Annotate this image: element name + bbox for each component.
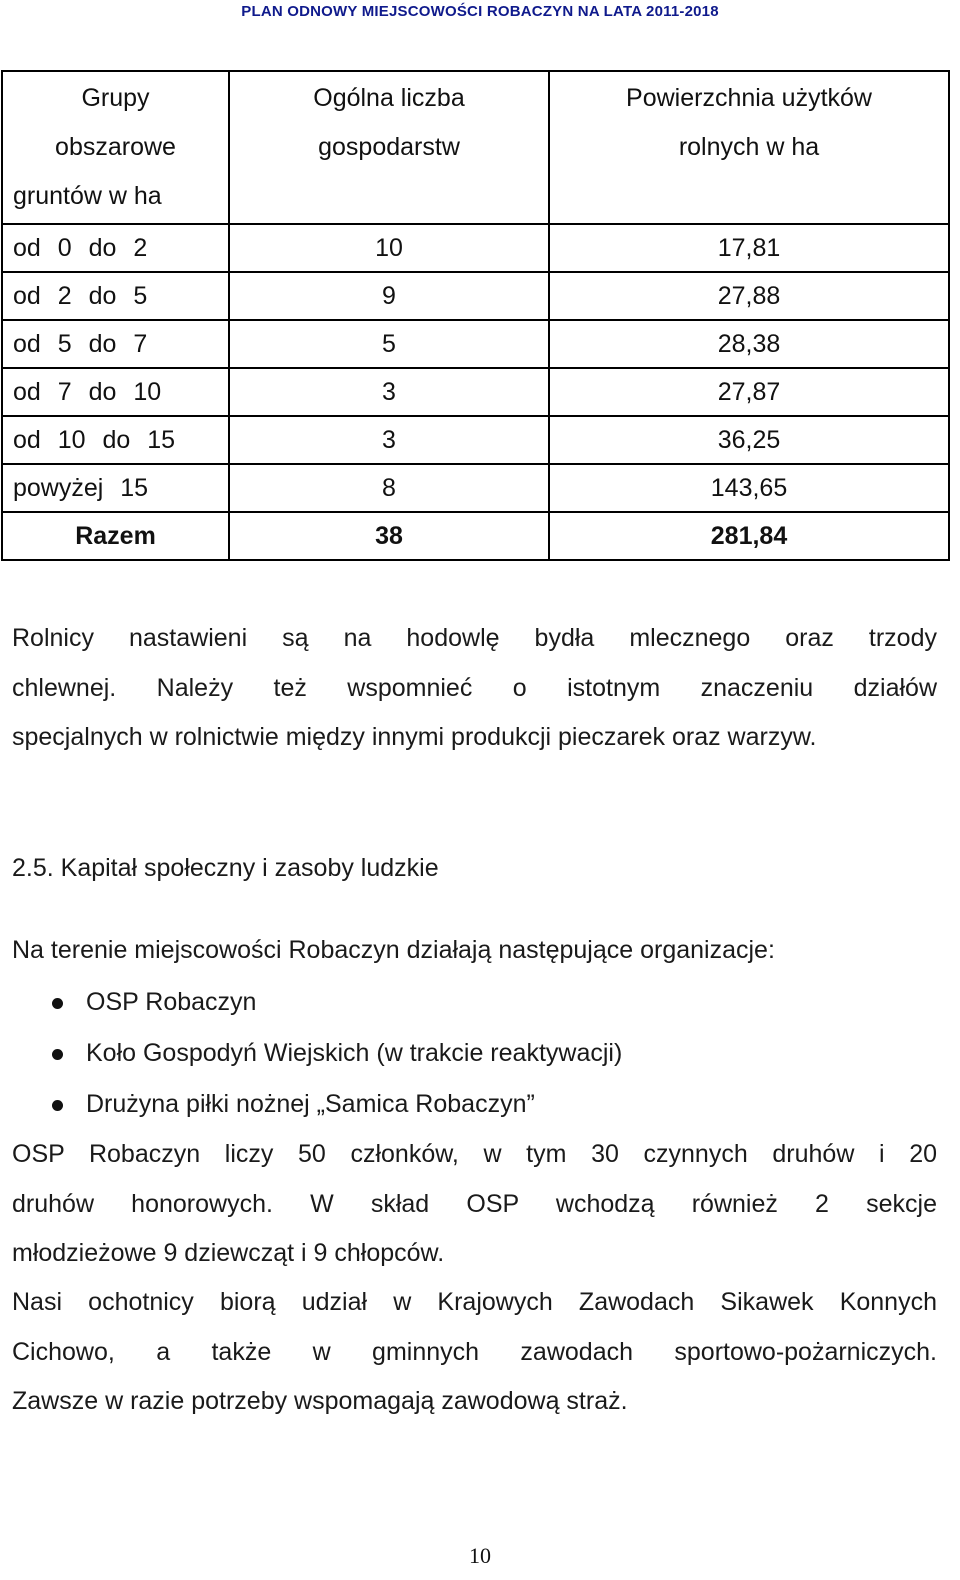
- table-row: [2, 272, 949, 320]
- table-total-row: [2, 512, 949, 560]
- area-group-cell: powyżej 15: [2, 464, 229, 512]
- list-item: OSP Robaczyn: [48, 977, 622, 1028]
- page-header: PLAN ODNOWY MIEJSCOWOŚCI ROBACZYN NA LATA 2011-2018: [241, 3, 719, 20]
- list-item: Koło Gospodyń Wiejskich (w trakcie reaktywacji): [48, 1028, 622, 1079]
- column-header-farm-count: Ogólna liczba gospodarstw: [229, 71, 549, 224]
- table-header-row: [2, 71, 949, 224]
- area-group-cell: od 2 do 5: [2, 272, 229, 320]
- farm-count-cell: 10: [229, 224, 549, 272]
- area-cell: 143,65: [549, 464, 949, 512]
- table-row: [2, 224, 949, 272]
- farm-count-cell: 3: [229, 368, 549, 416]
- paragraph-farming: Rolnicy nastawieni są na hodowlę bydła mlecznego oraz trzody chlewnej. Należy też wspomnieć o istotnym znaczeniu działów specjalnych w rolnictwie między innymi produkcji pieczarek oraz warzyw.: [12, 624, 937, 751]
- organizations-list: [48, 977, 622, 1130]
- list-item: Drużyna piłki nożnej „Samica Robaczyn”: [48, 1079, 622, 1130]
- area-group-cell: od 5 do 7: [2, 320, 229, 368]
- farm-size-table: [1, 70, 950, 561]
- paragraph-osp-members: OSP Robaczyn liczy 50 członków, w tym 30 czynnych druhów i 20 druhów honorowych. W skład OSP wchodzą również 2 sekcje młodzieżowe 9 dziewcząt i 9 chłopców.: [12, 1140, 937, 1267]
- area-group-cell: od 10 do 15: [2, 416, 229, 464]
- farm-count-cell: 8: [229, 464, 549, 512]
- farm-count-cell: 5: [229, 320, 549, 368]
- area-cell: 27,87: [549, 368, 949, 416]
- column-header-area-groups: Grupy obszarowe gruntów w ha: [2, 71, 229, 224]
- table-row: [2, 368, 949, 416]
- farm-count-cell: 3: [229, 416, 549, 464]
- column-header-agricultural-area: Powierzchnia użytków rolnych w ha: [549, 71, 949, 224]
- page-number: 10: [469, 1543, 491, 1568]
- area-cell: 17,81: [549, 224, 949, 272]
- organizations-intro: Na terenie miejscowości Robaczyn działają następujące organizacje:: [12, 936, 775, 964]
- area-group-cell: od 7 do 10: [2, 368, 229, 416]
- table-row: [2, 464, 949, 512]
- total-farm-count-cell: 38: [229, 512, 549, 560]
- area-cell: 28,38: [549, 320, 949, 368]
- area-cell: 27,88: [549, 272, 949, 320]
- farm-count-cell: 9: [229, 272, 549, 320]
- table-row: [2, 416, 949, 464]
- paragraph-volunteers: Nasi ochotnicy biorą udział w Krajowych Zawodach Sikawek Konnych Cichowo, a także w gminnych zawodach sportowo-pożarniczych. Zawsze w razie potrzeby wspomagają zawodową straż.: [12, 1288, 937, 1415]
- area-group-cell: od 0 do 2: [2, 224, 229, 272]
- total-area-cell: 281,84: [549, 512, 949, 560]
- table-row: [2, 320, 949, 368]
- total-label-cell: Razem: [2, 512, 229, 560]
- section-heading: 2.5. Kapitał społeczny i zasoby ludzkie: [12, 854, 439, 882]
- area-cell: 36,25: [549, 416, 949, 464]
